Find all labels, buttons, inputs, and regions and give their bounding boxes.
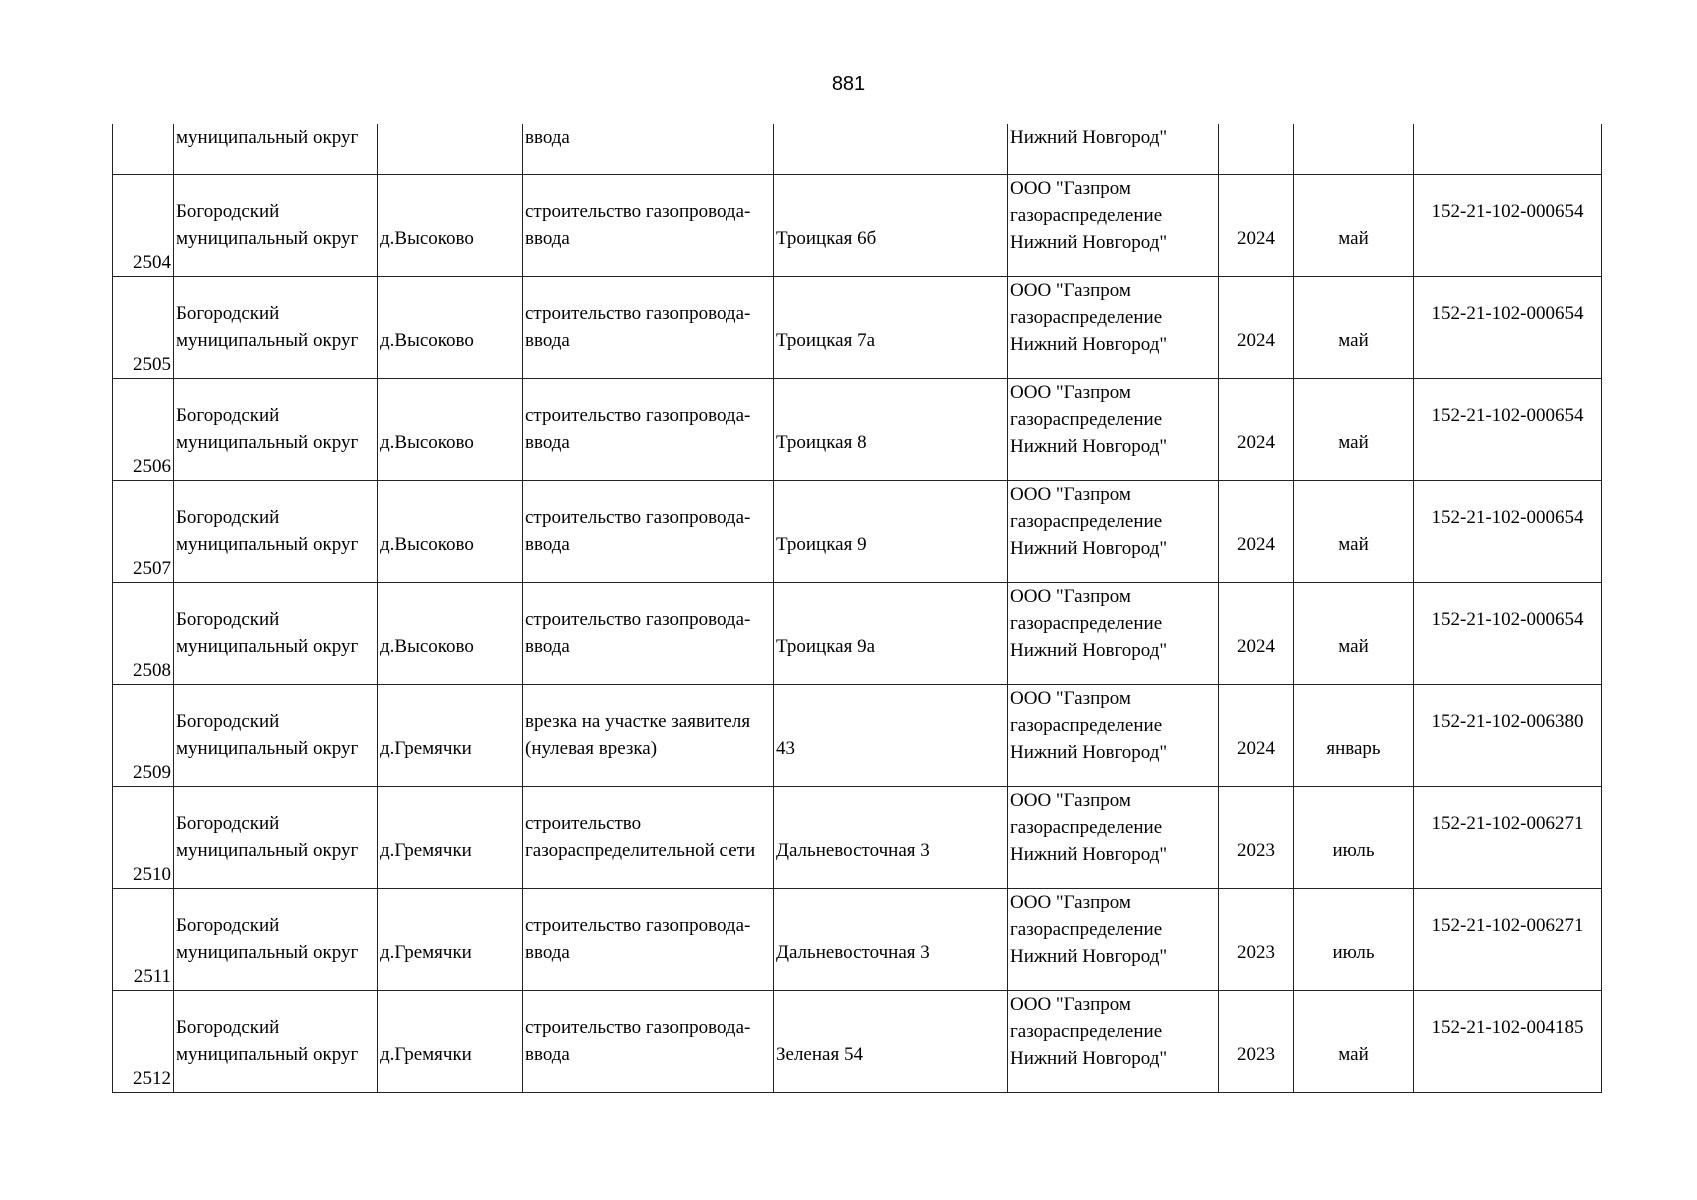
cell-work [523, 378, 774, 480]
row-number: 2505 [133, 353, 171, 375]
cell-year [1219, 174, 1294, 276]
cell-month [1294, 378, 1414, 480]
cell-code [1414, 684, 1602, 786]
district-line-2: муниципальный округ [176, 840, 359, 861]
cell-org [1008, 174, 1219, 276]
cell-address [774, 378, 1008, 480]
locality-text: д.Высоково [380, 636, 474, 657]
month-text: июль [1332, 840, 1375, 861]
cell-num [113, 582, 174, 684]
year-text: 2023 [1237, 1044, 1275, 1065]
work-line-2: ввода [525, 330, 570, 351]
cell-month [1294, 786, 1414, 888]
cell-district [174, 786, 378, 888]
district-line-1: Богородский [176, 915, 280, 936]
cell-district [174, 174, 378, 276]
table-row [113, 276, 1602, 378]
cell-work [523, 786, 774, 888]
cell-month [1294, 124, 1414, 174]
cell-district [174, 124, 378, 174]
cell-address [774, 582, 1008, 684]
cell-district [174, 582, 378, 684]
locality-text: д.Гремячки [380, 840, 472, 861]
registry-body [113, 124, 1602, 1092]
work-line-1: строительство газопровода- [525, 303, 751, 324]
cell-org [1008, 276, 1219, 378]
org-line-3: Нижний Новгород" [1010, 537, 1168, 559]
table-row [113, 378, 1602, 480]
cell-month [1294, 684, 1414, 786]
cell-district [174, 888, 378, 990]
district-line-2: муниципальный округ [176, 432, 359, 453]
month-text: май [1338, 1044, 1369, 1065]
cell-locality [378, 174, 523, 276]
work-line: ввода [525, 127, 570, 148]
district-line-1: Богородский [176, 201, 280, 222]
org-line-3: Нижний Новгород" [1010, 945, 1168, 967]
district-line-2: муниципальный округ [176, 738, 359, 759]
org-line-2: газораспределение [1010, 510, 1163, 532]
locality-text: д.Высоково [380, 330, 474, 351]
cell-num [113, 174, 174, 276]
cell-district [174, 480, 378, 582]
cell-num [113, 276, 174, 378]
cell-month [1294, 582, 1414, 684]
locality-text: д.Высоково [380, 432, 474, 453]
district-line-2: муниципальный округ [176, 942, 359, 963]
work-line-1: строительство газопровода- [525, 1017, 751, 1038]
month-text: январь [1326, 738, 1381, 759]
code-text: 152-21-102-006271 [1431, 813, 1584, 834]
cell-num [113, 124, 174, 174]
org-line-3: Нижний Новгород" [1010, 333, 1168, 355]
district-line-1: Богородский [176, 507, 280, 528]
cell-year [1219, 786, 1294, 888]
cell-num [113, 990, 174, 1092]
cell-work [523, 174, 774, 276]
cell-year [1219, 582, 1294, 684]
cell-num [113, 888, 174, 990]
org-line-2: газораспределение [1010, 408, 1163, 430]
cell-year [1219, 378, 1294, 480]
table-row [113, 888, 1602, 990]
row-number: 2512 [133, 1067, 171, 1089]
cell-work [523, 124, 774, 174]
district-line-1: Богородский [176, 609, 280, 630]
code-text: 152-21-102-000654 [1431, 303, 1584, 324]
cell-code [1414, 378, 1602, 480]
cell-locality [378, 276, 523, 378]
cell-address [774, 990, 1008, 1092]
cell-locality [378, 888, 523, 990]
cell-work [523, 990, 774, 1092]
code-text: 152-21-102-000654 [1431, 507, 1584, 528]
org-line-1: ООО "Газпром [1010, 279, 1131, 301]
year-text: 2024 [1237, 738, 1275, 759]
org-line-2: газораспределение [1010, 204, 1163, 226]
cell-month [1294, 276, 1414, 378]
cell-year [1219, 480, 1294, 582]
org-line-2: газораспределение [1010, 918, 1163, 940]
district-line: муниципальный округ [176, 127, 359, 148]
org-line-2: газораспределение [1010, 612, 1163, 634]
cell-code [1414, 276, 1602, 378]
month-text: май [1338, 330, 1369, 351]
cell-org [1008, 888, 1219, 990]
cell-locality [378, 124, 523, 174]
work-line-2: ввода [525, 942, 570, 963]
work-line-1: строительство газопровода- [525, 405, 751, 426]
row-number: 2511 [133, 965, 171, 987]
district-line-2: муниципальный округ [176, 228, 359, 249]
page-number: 881 [831, 73, 866, 95]
cell-locality [378, 378, 523, 480]
cell-address [774, 174, 1008, 276]
table-row [113, 582, 1602, 684]
cell-org [1008, 124, 1219, 174]
cell-code [1414, 480, 1602, 582]
work-line-2: ввода [525, 534, 570, 555]
cell-address [774, 684, 1008, 786]
code-text: 152-21-102-000654 [1431, 201, 1584, 222]
row-number: 2508 [133, 659, 171, 681]
org-line-1: ООО "Газпром [1010, 381, 1131, 403]
table-row [113, 786, 1602, 888]
year-text: 2023 [1237, 840, 1275, 861]
code-text: 152-21-102-000654 [1431, 609, 1584, 630]
cell-month [1294, 888, 1414, 990]
address-text: Зеленая 54 [776, 1044, 863, 1065]
org-line-1: ООО "Газпром [1010, 483, 1131, 505]
org-line-2: газораспределение [1010, 714, 1163, 736]
cell-district [174, 990, 378, 1092]
cell-work [523, 276, 774, 378]
table-row [113, 684, 1602, 786]
district-line-2: муниципальный округ [176, 330, 359, 351]
work-line-2: ввода [525, 1044, 570, 1065]
cell-locality [378, 990, 523, 1092]
locality-text: д.Высоково [380, 534, 474, 555]
org-line-1: ООО "Газпром [1010, 585, 1131, 607]
cell-work [523, 888, 774, 990]
continuation-row [113, 124, 1602, 174]
table-row [113, 174, 1602, 276]
cell-num [113, 684, 174, 786]
district-line-1: Богородский [176, 405, 280, 426]
org-line-3: Нижний Новгород" [1010, 741, 1168, 763]
cell-address [774, 480, 1008, 582]
district-line-2: муниципальный округ [176, 1044, 359, 1065]
cell-num [113, 786, 174, 888]
cell-code [1414, 582, 1602, 684]
cell-year [1219, 990, 1294, 1092]
address-text: Дальневосточная 3 [776, 840, 930, 861]
org-line-3: Нижний Новгород" [1010, 1047, 1168, 1069]
district-line-1: Богородский [176, 303, 280, 324]
work-line-1: врезка на участке заявителя [525, 711, 751, 732]
cell-year [1219, 684, 1294, 786]
row-number: 2510 [133, 863, 171, 885]
cell-locality [378, 684, 523, 786]
cell-org [1008, 786, 1219, 888]
cell-org [1008, 990, 1219, 1092]
cell-district [174, 684, 378, 786]
cell-year [1219, 888, 1294, 990]
cell-org [1008, 480, 1219, 582]
cell-year [1219, 276, 1294, 378]
district-line-1: Богородский [176, 711, 280, 732]
work-line-2: ввода [525, 228, 570, 249]
cell-org [1008, 582, 1219, 684]
org-line-3: Нижний Новгород" [1010, 843, 1168, 865]
registry-table [112, 124, 1602, 1093]
address-text: Троицкая 9 [776, 534, 867, 555]
code-text: 152-21-102-006271 [1431, 915, 1584, 936]
work-line-1: строительство [525, 813, 642, 834]
locality-text: д.Гремячки [380, 1044, 472, 1065]
org-line-1: ООО "Газпром [1010, 687, 1131, 709]
cell-work [523, 684, 774, 786]
org-line-1: ООО "Газпром [1010, 993, 1131, 1015]
work-line-1: строительство газопровода- [525, 915, 751, 936]
code-text: 152-21-102-006380 [1431, 711, 1584, 732]
code-text: 152-21-102-000654 [1431, 405, 1584, 426]
cell-address [774, 124, 1008, 174]
table-row [113, 990, 1602, 1092]
work-line-2: газораспределительной сети [525, 840, 756, 861]
org-line-3: Нижний Новгород" [1010, 639, 1168, 661]
org-line-2: газораспределение [1010, 306, 1163, 328]
month-text: июль [1332, 942, 1375, 963]
cell-code [1414, 174, 1602, 276]
year-text: 2023 [1237, 942, 1275, 963]
cell-address [774, 786, 1008, 888]
cell-num [113, 480, 174, 582]
district-line-2: муниципальный округ [176, 636, 359, 657]
cell-org [1008, 378, 1219, 480]
address-text: Троицкая 9а [776, 636, 876, 657]
cell-district [174, 378, 378, 480]
address-text: Троицкая 8 [776, 432, 867, 453]
org-line-1: ООО "Газпром [1010, 177, 1131, 199]
cell-year [1219, 124, 1294, 174]
month-text: май [1338, 228, 1369, 249]
org-line-2: газораспределение [1010, 1020, 1163, 1042]
org-line-3: Нижний Новгород" [1010, 231, 1168, 253]
cell-month [1294, 480, 1414, 582]
address-text: Дальневосточная 3 [776, 942, 930, 963]
cell-month [1294, 990, 1414, 1092]
org-line-1: ООО "Газпром [1010, 789, 1131, 811]
cell-work [523, 582, 774, 684]
cell-district [174, 276, 378, 378]
cell-code [1414, 786, 1602, 888]
cell-locality [378, 582, 523, 684]
year-text: 2024 [1237, 636, 1275, 657]
month-text: май [1338, 636, 1369, 657]
row-number: 2507 [133, 557, 171, 579]
cell-code [1414, 990, 1602, 1092]
code-text: 152-21-102-004185 [1431, 1017, 1584, 1038]
row-number: 2504 [133, 251, 171, 273]
district-line-1: Богородский [176, 813, 280, 834]
work-line-1: строительство газопровода- [525, 507, 751, 528]
locality-text: д.Высоково [380, 228, 474, 249]
year-text: 2024 [1237, 534, 1275, 555]
work-line-2: (нулевая врезка) [525, 738, 658, 759]
locality-text: д.Гремячки [380, 942, 472, 963]
row-number: 2509 [133, 761, 171, 783]
work-line-2: ввода [525, 432, 570, 453]
org-line-2: газораспределение [1010, 816, 1163, 838]
org-line-3: Нижний Новгород" [1010, 435, 1168, 457]
table-row [113, 480, 1602, 582]
row-number: 2506 [133, 455, 171, 477]
cell-code [1414, 888, 1602, 990]
address-text: Троицкая 6б [776, 228, 877, 249]
district-line-2: муниципальный округ [176, 534, 359, 555]
locality-text: д.Гремячки [380, 738, 472, 759]
year-text: 2024 [1237, 228, 1275, 249]
work-line-2: ввода [525, 636, 570, 657]
district-line-1: Богородский [176, 1017, 280, 1038]
org-line-1: ООО "Газпром [1010, 891, 1131, 913]
cell-org [1008, 684, 1219, 786]
cell-work [523, 480, 774, 582]
work-line-1: строительство газопровода- [525, 201, 751, 222]
address-text: 43 [776, 738, 795, 759]
cell-locality [378, 786, 523, 888]
address-text: Троицкая 7а [776, 330, 876, 351]
cell-address [774, 888, 1008, 990]
year-text: 2024 [1237, 432, 1275, 453]
cell-month [1294, 174, 1414, 276]
cell-address [774, 276, 1008, 378]
year-text: 2024 [1237, 330, 1275, 351]
cell-locality [378, 480, 523, 582]
org-line: Нижний Новгород" [1010, 127, 1168, 148]
cell-code [1414, 124, 1602, 174]
month-text: май [1338, 432, 1369, 453]
month-text: май [1338, 534, 1369, 555]
work-line-1: строительство газопровода- [525, 609, 751, 630]
cell-num [113, 378, 174, 480]
